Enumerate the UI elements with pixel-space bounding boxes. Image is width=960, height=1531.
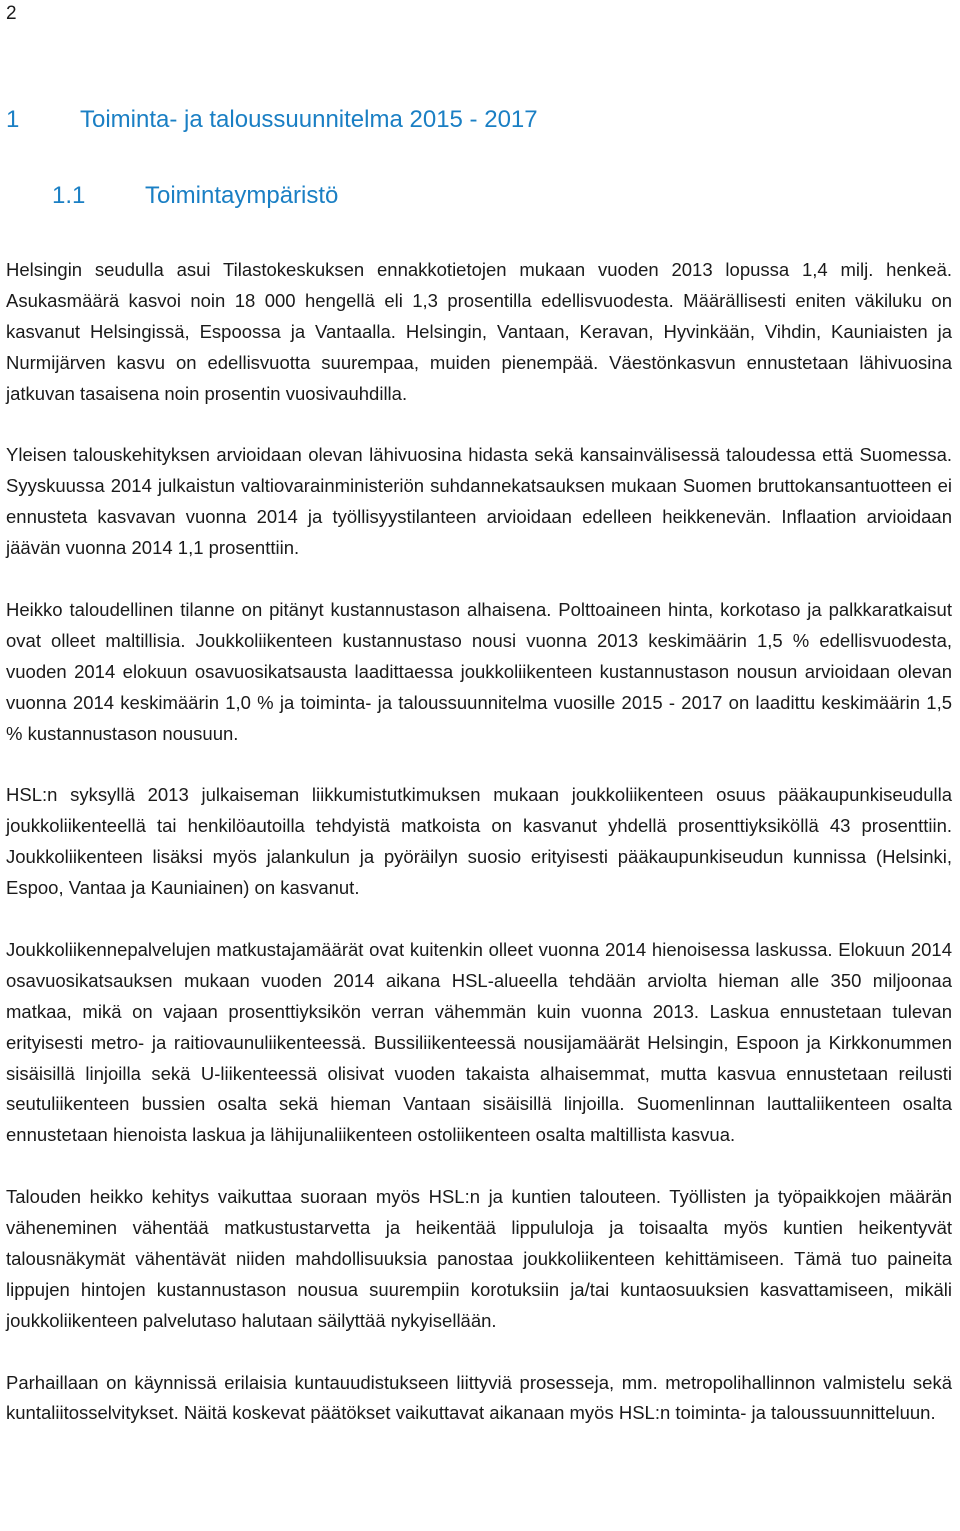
paragraph-mobility-survey: HSL:n syksyllä 2013 julkaiseman liikkumistutkimuksen mukaan joukkoliikenteen osuus pääkaupunkiseudulla joukkoliikenteellä tai henkilöautoilla tehdyistä matkoista on kasvanut yhdellä prosenttiyksiköllä 43 prosenttiin. Joukkoliikenteen lisäksi myös jalankulun ja pyöräilyn suosio erityisesti pääkaupunkiseudun kunnissa (Helsinki, Espoo, Vantaa ja Kauniainen) on kasvanut. xyxy=(6,784,952,899)
subsection-heading xyxy=(52,180,338,212)
page-number: 2 xyxy=(6,3,17,24)
subsection-title: Toimintaympäristö xyxy=(145,182,339,209)
section-heading xyxy=(6,104,538,136)
paragraph-municipal-reform: Parhaillaan on käynnissä erilaisia kuntauudistukseen liittyviä prosesseja, mm. metropolihallinnon valmistelu sekä kuntaliitosselvitykset. Näitä koskevat päätökset vaikuttavat aikanaan myös HSL:n toiminta- ja taloussuunnitteluun. xyxy=(6,1371,952,1424)
paragraph-finance-impact: Talouden heikko kehitys vaikuttaa suoraan myös HSL:n ja kuntien talouteen. Työllisten ja työpaikkojen määrän väheneminen vähentää matkustustarvetta ja heikentää lippululoja ja toisaalta myös kuntien heikentyvät talousnäkymät vähentävät niiden mahdollisuuksia panostaa joukkoliikenteen kehittämiseen. Tämä tuo paineita lippujen hintojen kustannustason nousua suurempiin korotuksiin ja/tai kuntaosuuksien kasvattamiseen, mikäli joukkoliikenteen palvelutaso halutaan säilyttää nykyisellään. xyxy=(6,1186,952,1331)
paragraph-cost-level: Heikko taloudellinen tilanne on pitänyt kustannustason alhaisena. Polttoaineen hinta, korkotaso ja palkkaratkaisut ovat olleet maltillisia. Joukkoliikenteen kustannustaso nousi vuonna 2013 keskimäärin 1,5 % edellisvuodesta, vuoden 2014 elokuun osavuosikatsausta laadittaessa joukkoliikenteen kustannustason nousun arvioidaan olevan vuonna 2014 keskimäärin 1,0 % ja toiminta- ja taloussuunnitelma vuosille 2015 - 2017 on laadittu keskimäärin 1,5 % kustannustason nousuun. xyxy=(6,598,952,744)
body-text xyxy=(6,255,952,1460)
paragraph-passenger-numbers: Joukkoliikennepalvelujen matkustajamäärät ovat kuitenkin olleet vuonna 2014 hienoisessa laskussa. Elokuun 2014 osavuosikatsauksen mukaan vuoden 2014 aikana HSL-alueella tehdään arviolta hieman alle 350 miljoonaa matkaa, mikä on vajaan prosenttiyksikön verran vähemmän kuin vuonna 2013. Laskua ennustetaan tulevan erityisesti metro- ja raitiovaunuliikenteessä. Bussiliikenteessä nousijamäärät Helsingin, Espoon ja Kirkkonummen sisäisillä linjoilla sekä U-liikenteessä olisivat vuoden takaista alhaisemmat, mutta kasvua ennustetaan reilusti seutuliikenteen bussien osalta sekä hieman Vantaan sisäisillä linjoilla. Suomenlinnan lauttaliikenteen osalta ennustetaan hienoista laskua ja lähijunaliikenteen ostoliikenteen osalta maltillista kasvua. xyxy=(6,938,952,1146)
section-number: 1 xyxy=(6,106,20,133)
paragraph-economy: Yleisen talouskehityksen arvioidaan olevan lähivuosina hidasta sekä kansainvälisessä taloudessa että Suomessa. Syyskuussa 2014 julkaistun valtiovarainministeriön suhdannekatsauksen mukaan Suomen bruttokansantuotteen ei ennusteta kasvavan vuonna 2014 ja työllisyystilanteen arvioidaan edelleen heikkenevän. Inflaation arvioidaan jäävän vuonna 2014 1,1 prosenttiin. xyxy=(6,444,952,559)
paragraph-population: Helsingin seudulla asui Tilastokeskuksen ennakkotietojen mukaan vuoden 2013 lopussa 1,4 milj. henkeä. Asukasmäärä kasvoi noin 18 000 hengellä eli 1,3 prosentilla edellisvuodesta. Määrällisesti eniten väkiluku on kasvanut Helsingissä, Espoossa ja Vantaalla. Helsingin, Vantaan, Keravan, Hyvinkään, Vihdin, Kauniaisten ja Nurmijärven kasvu on edellisvuotta suurempaa, muiden pienempää. Väestönkasvun ennustetaan lähivuosina jatkuvan tasaisena noin prosentin vuosivauhdilla. xyxy=(6,259,952,404)
subsection-number: 1.1 xyxy=(52,182,86,209)
section-title: Toiminta- ja taloussuunnitelma 2015 - 2017 xyxy=(80,106,538,133)
